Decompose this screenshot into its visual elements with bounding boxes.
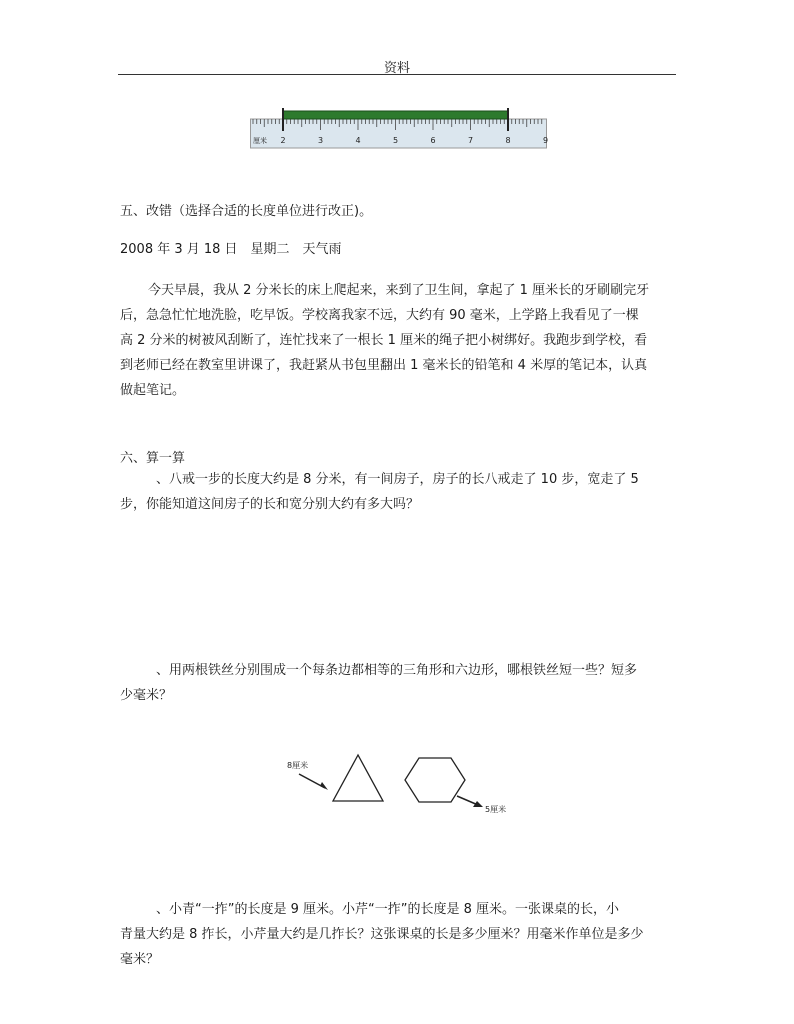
green-bar bbox=[283, 111, 508, 119]
triangle-arrowhead bbox=[320, 782, 328, 790]
ruler-number: 4 bbox=[355, 136, 361, 145]
ruler-number: 8 bbox=[505, 136, 511, 145]
hexagon-side-label: 5厘米 bbox=[485, 805, 507, 814]
triangle-side-label: 8厘米 bbox=[287, 761, 309, 770]
ruler-number: 2 bbox=[280, 136, 286, 145]
header-divider bbox=[118, 74, 676, 75]
question-line: 毫米？ bbox=[120, 952, 160, 967]
ruler-unit-label: 厘米 bbox=[253, 137, 267, 145]
page-header-title: 资料 bbox=[383, 61, 410, 76]
ruler-body bbox=[251, 119, 547, 148]
ruler-number: 7 bbox=[467, 136, 474, 145]
hexagon-pointer-arrow bbox=[457, 796, 478, 805]
ruler-number: 5 bbox=[392, 136, 399, 145]
triangle-shape bbox=[333, 755, 383, 801]
question-2 bbox=[120, 658, 680, 708]
question-1 bbox=[120, 467, 680, 517]
question-line: 步，你能知道这间房子的长和宽分别大约有多大吗？ bbox=[120, 497, 420, 512]
ruler-number: 9 bbox=[542, 136, 548, 145]
hexagon-shape bbox=[405, 758, 465, 802]
paragraph-line: 做起笔记。 bbox=[120, 383, 186, 398]
section6-heading: 六、算一算 bbox=[120, 451, 186, 466]
paragraph-line: 高 2 分米的树被风刮断了，连忙找来了一根长 1 厘米的绳子把小树绑好。我跑步到学校，看 bbox=[120, 333, 648, 348]
paragraph-line: 后，急急忙忙地洗脸，吃早饭。学校离我家不远，大约有 90 毫米，上学路上我看见了一棵 bbox=[120, 308, 639, 323]
question-line: 少毫米？ bbox=[120, 688, 173, 703]
ruler-number: 3 bbox=[317, 136, 324, 145]
question-line: 青量大约是 8 拃长，小芹量大约是几拃长？这张课桌的长是多少厘米？用毫米作单位是多少 bbox=[120, 927, 644, 942]
shapes-figure bbox=[285, 752, 525, 818]
ruler-number: 6 bbox=[430, 136, 436, 145]
ruler-figure bbox=[250, 105, 548, 151]
question-3 bbox=[120, 897, 680, 972]
section5-date-line: 2008 年 3 月 18 日 星期二 天气雨 bbox=[120, 242, 342, 257]
paragraph-line: 今天早晨，我从 2 分米长的床上爬起来，来到了卫生间，拿起了 1 厘米长的牙刷刷完牙 bbox=[148, 283, 650, 298]
question-line: 、小青“一拃”的长度是 9 厘米。小芹“一拃”的长度是 8 厘米。一张课桌的长，小 bbox=[156, 902, 620, 917]
question-line: 、八戒一步的长度大约是 8 分米，有一间房子，房子的长八戒走了 10 步，宽走了 5 bbox=[156, 472, 639, 487]
section5-heading: 五、改错（选择合适的长度单位进行改正)。 bbox=[120, 204, 373, 219]
section5-paragraph bbox=[120, 278, 680, 403]
paragraph-line: 到老师已经在教室里讲课了，我赶紧从书包里翻出 1 毫米长的铅笔和 4 米厚的笔记本，认真 bbox=[120, 358, 648, 373]
question-line: 、用两根铁丝分别围成一个每条边都相等的三角形和六边形，哪根铁丝短一些？短多 bbox=[156, 663, 638, 678]
